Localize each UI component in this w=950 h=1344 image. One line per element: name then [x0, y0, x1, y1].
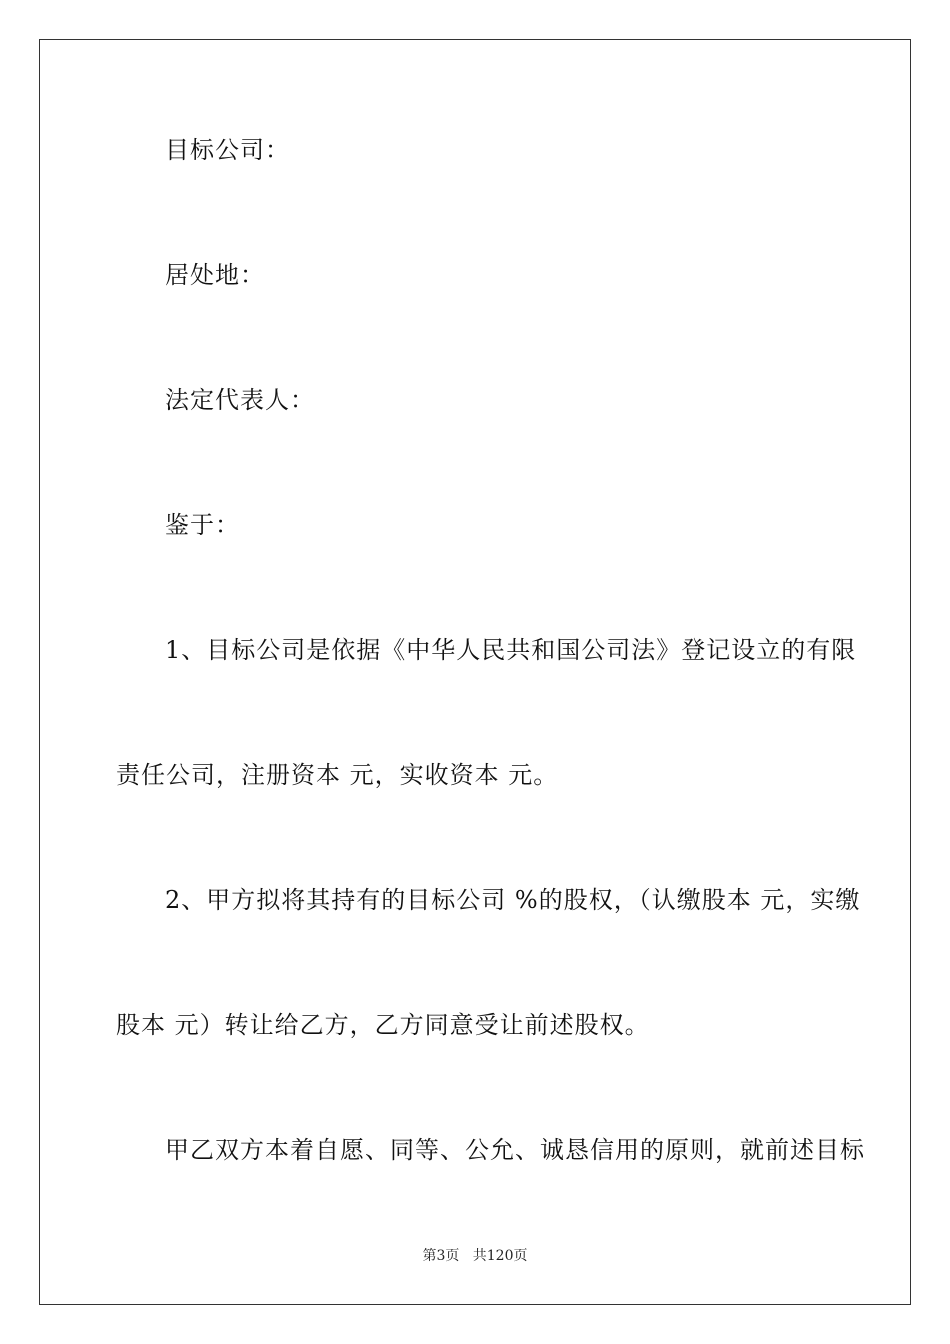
whereas-heading: 鉴于：: [165, 511, 240, 539]
page-border: [39, 39, 911, 1305]
principle-paragraph-line-1: 甲乙双方本着自愿、同等、公允、诚恳信用的原则，就前述目标: [165, 1136, 865, 1164]
legal-representative-label: 法定代表人：: [165, 386, 315, 414]
clause-2-line-1: 2、甲方拟将其持有的目标公司 %的股权，（认缴股本 元，实缴: [165, 886, 861, 914]
clause-1-line-2: 责任公司，注册资本 元，实收资本 元。: [116, 761, 559, 789]
target-company-label: 目标公司：: [165, 136, 290, 164]
residence-label: 居处地：: [165, 261, 265, 289]
clause-2-line-2: 股本 元）转让给乙方，乙方同意受让前述股权。: [116, 1011, 650, 1039]
page-number-footer: 第3页 共120页: [422, 1248, 528, 1264]
clause-1-line-1: 1、目标公司是依据《中华人民共和国公司法》登记设立的有限: [165, 636, 857, 664]
